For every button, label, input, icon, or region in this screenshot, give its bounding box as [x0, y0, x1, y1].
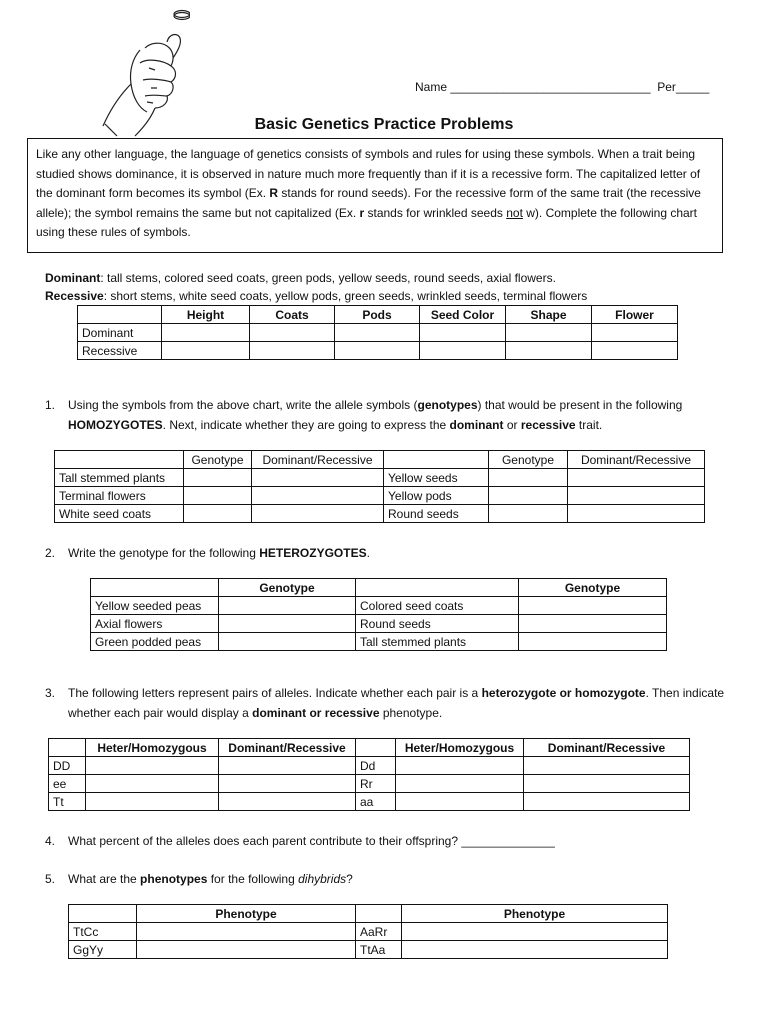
table-cell: Dominant/Recessive	[219, 739, 356, 757]
answer-cell[interactable]	[86, 793, 219, 811]
name-per-line[interactable]: Name ______________________________ Per_____	[415, 80, 710, 94]
answer-cell[interactable]	[519, 597, 667, 615]
answer-cell[interactable]	[489, 487, 568, 505]
table-cell: Dominant/Recessive	[568, 451, 705, 469]
heterozygote-table	[90, 578, 667, 651]
table-cell	[49, 739, 86, 757]
dihybrid-label: AaRr	[356, 923, 402, 941]
allele-label: aa	[356, 793, 396, 811]
answer-cell[interactable]	[335, 342, 420, 360]
answer-cell[interactable]	[506, 324, 592, 342]
answer-cell[interactable]	[524, 757, 690, 775]
answer-cell[interactable]	[489, 505, 568, 523]
chart-header: Coats	[250, 306, 335, 324]
table-cell	[384, 451, 489, 469]
answer-cell[interactable]	[402, 941, 668, 959]
chart-header: Height	[162, 306, 250, 324]
answer-cell[interactable]	[568, 505, 705, 523]
trait-label: Round seeds	[384, 505, 489, 523]
allele-label: Tt	[49, 793, 86, 811]
answer-cell[interactable]	[86, 757, 219, 775]
table-cell: Phenotype	[402, 905, 668, 923]
answer-cell[interactable]	[489, 469, 568, 487]
table-cell	[69, 905, 137, 923]
answer-cell[interactable]	[162, 324, 250, 342]
page-title: Basic Genetics Practice Problems	[254, 116, 514, 133]
table-cell: Genotype	[219, 579, 356, 597]
answer-cell[interactable]	[252, 469, 384, 487]
table-cell: Dominant/Recessive	[252, 451, 384, 469]
dihybrid-table	[68, 904, 668, 959]
answer-cell[interactable]	[137, 923, 356, 941]
answer-cell[interactable]	[137, 941, 356, 959]
answer-cell[interactable]	[396, 793, 524, 811]
table-cell	[55, 451, 184, 469]
trait-label: White seed coats	[55, 505, 184, 523]
answer-cell[interactable]	[219, 775, 356, 793]
question-4: 4. What percent of the alleles does each parent contribute to their offspring? ______________	[45, 834, 555, 848]
trait-label: Colored seed coats	[356, 597, 519, 615]
trait-label: Yellow pods	[384, 487, 489, 505]
chart-row-label: Dominant	[78, 324, 162, 342]
dihybrid-label: TtAa	[356, 941, 402, 959]
answer-cell[interactable]	[184, 505, 252, 523]
chart-corner	[78, 306, 162, 324]
answer-cell[interactable]	[402, 923, 668, 941]
allele-label: Dd	[356, 757, 396, 775]
question-2: 2. Write the genotype for the following HETEROZYGOTES.	[45, 546, 370, 560]
answer-cell[interactable]	[568, 487, 705, 505]
homozygote-table	[54, 450, 705, 523]
answer-cell[interactable]	[592, 324, 678, 342]
dihybrid-label: GgYy	[69, 941, 137, 959]
answer-cell[interactable]	[250, 324, 335, 342]
table-cell	[356, 905, 402, 923]
recessive-traits-line: Recessive: short stems, white seed coats, yellow pods, green seeds, wrinkled seeds, terminal flowers	[45, 289, 588, 303]
allele-label: ee	[49, 775, 86, 793]
answer-cell[interactable]	[250, 342, 335, 360]
symbol-chart	[77, 305, 678, 360]
answer-cell[interactable]	[506, 342, 592, 360]
allele-label: DD	[49, 757, 86, 775]
answer-cell[interactable]	[184, 469, 252, 487]
trait-label: Green podded peas	[91, 633, 219, 651]
chart-header: Shape	[506, 306, 592, 324]
table-cell: Genotype	[184, 451, 252, 469]
trait-label: Axial flowers	[91, 615, 219, 633]
table-cell: Genotype	[489, 451, 568, 469]
table-cell	[91, 579, 219, 597]
answer-cell[interactable]	[396, 757, 524, 775]
answer-cell[interactable]	[219, 615, 356, 633]
intro-box: Like any other language, the language of genetics consists of symbols and rules for using these symbols. When a trait being studied shows dominance, it is observed in nature much more frequently than if it is a recessive form. The capitalized letter of the dominant form becomes its symbol (Ex. R stands for round seeds). For the recessive form of the same trait (the recessive allele); the symbol remains the same but not capitalized (Ex. r stands for wrinkled seeds not w). Complete the following chart using these rules of symbols.	[27, 138, 723, 253]
answer-cell[interactable]	[219, 597, 356, 615]
question-3: 3. The following letters represent pairs of alleles. Indicate whether each pair is a heterozygote or homozygote. Then indicate whether each pair would display a dominant or recessive phenotype.	[45, 686, 725, 720]
chart-header: Pods	[335, 306, 420, 324]
answer-cell[interactable]	[86, 775, 219, 793]
answer-cell[interactable]	[219, 757, 356, 775]
answer-cell[interactable]	[162, 342, 250, 360]
table-cell: Genotype	[519, 579, 667, 597]
answer-cell[interactable]	[252, 487, 384, 505]
answer-cell[interactable]	[335, 324, 420, 342]
dominant-traits-line: Dominant: tall stems, colored seed coats, green pods, yellow seeds, round seeds, axial flowers.	[45, 271, 556, 285]
chart-row-label: Recessive	[78, 342, 162, 360]
table-cell: Phenotype	[137, 905, 356, 923]
trait-label: Yellow seeded peas	[91, 597, 219, 615]
trait-label: Tall stemmed plants	[55, 469, 184, 487]
answer-cell[interactable]	[519, 615, 667, 633]
table-cell: Heter/Homozygous	[86, 739, 219, 757]
trait-label: Round seeds	[356, 615, 519, 633]
trait-label: Terminal flowers	[55, 487, 184, 505]
trait-label: Tall stemmed plants	[356, 633, 519, 651]
answer-cell[interactable]	[568, 469, 705, 487]
answer-cell[interactable]	[524, 793, 690, 811]
allele-pair-table	[48, 738, 690, 811]
answer-cell[interactable]	[252, 505, 384, 523]
answer-cell[interactable]	[420, 342, 506, 360]
table-cell	[356, 579, 519, 597]
answer-cell[interactable]	[219, 793, 356, 811]
table-cell: Heter/Homozygous	[396, 739, 524, 757]
answer-cell[interactable]	[184, 487, 252, 505]
answer-cell[interactable]	[592, 342, 678, 360]
answer-cell[interactable]	[219, 633, 356, 651]
table-cell	[356, 739, 396, 757]
chart-header: Seed Color	[420, 306, 506, 324]
answer-cell[interactable]	[396, 775, 524, 793]
dihybrid-label: TtCc	[69, 923, 137, 941]
question-1: 1. Using the symbols from the above chart, write the allele symbols (genotypes) that would be present in the following HOMOZYGOTES. Next, indicate whether they are going to express the dominant or recessive trait.	[45, 398, 683, 432]
answer-cell[interactable]	[420, 324, 506, 342]
trait-label: Yellow seeds	[384, 469, 489, 487]
question-5: 5. What are the phenotypes for the following dihybrids?	[45, 872, 353, 886]
chart-header: Flower	[592, 306, 678, 324]
answer-cell[interactable]	[524, 775, 690, 793]
answer-cell[interactable]	[519, 633, 667, 651]
allele-label: Rr	[356, 775, 396, 793]
table-cell: Dominant/Recessive	[524, 739, 690, 757]
